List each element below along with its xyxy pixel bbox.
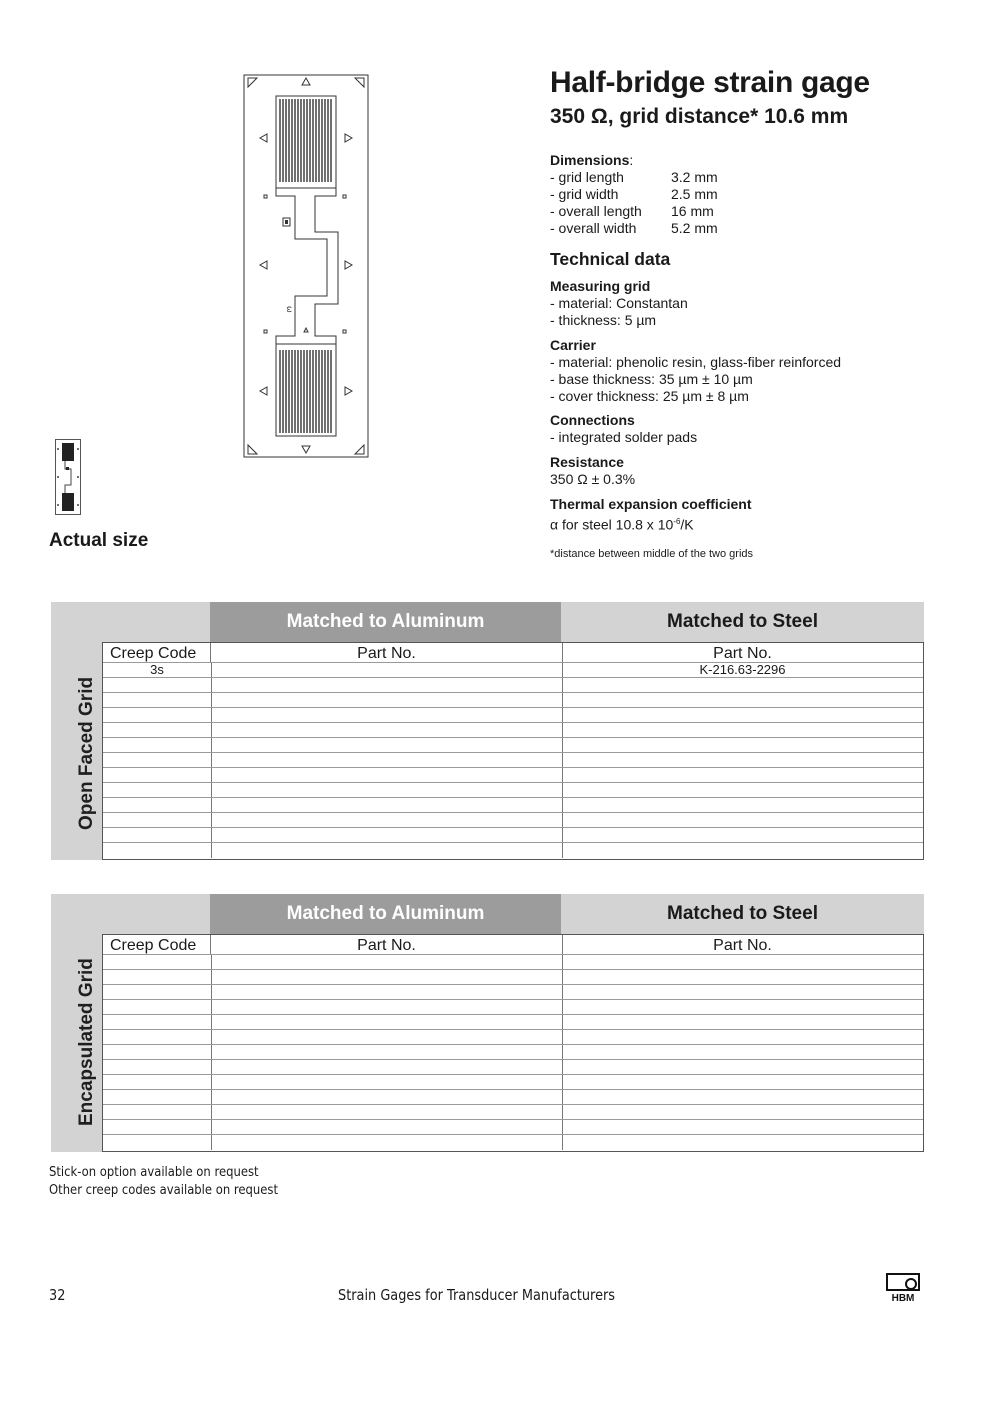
connections-block [550, 412, 697, 446]
strain-gage-drawing [243, 74, 369, 458]
table-row [103, 1060, 923, 1075]
table-row [103, 1120, 923, 1135]
spec-line: - material: phenolic resin, glass-fiber reinforced [550, 354, 842, 370]
table-header-row [103, 643, 923, 663]
table-row [103, 693, 923, 708]
creep-code-header: Creep Code [103, 935, 211, 954]
spec-line: - integrated solder pads [550, 429, 698, 445]
part-no-steel-header: Part No. [713, 645, 772, 662]
table-row [103, 1105, 923, 1120]
spec-line: - cover thickness: 25 µm ± 8 µm [550, 388, 749, 404]
table-row [103, 678, 923, 693]
table-row [103, 783, 923, 798]
thermal-label: Thermal expansion coefficient [550, 496, 752, 512]
table-row [103, 1030, 923, 1045]
measuring-grid-block [550, 278, 688, 329]
hbm-logo [886, 1273, 920, 1303]
table-row [103, 1000, 923, 1015]
part-no-aluminum-header: Part No. [211, 643, 563, 662]
table-row [103, 798, 923, 813]
svg-text:ω: ω [285, 306, 294, 313]
open-faced-grid-label: Open Faced Grid [76, 676, 97, 830]
table-row [103, 813, 923, 828]
matched-aluminum-header: Matched to Aluminum [210, 602, 561, 642]
thermal-block [550, 496, 752, 534]
page-title: Half-bridge strain gage [550, 66, 870, 99]
logo-text: HBM [891, 1293, 915, 1303]
table-row [103, 970, 923, 985]
spec-line: α for steel 10.8 x $10^{-6}/K$ [550, 516, 694, 533]
carrier-label: Carrier [550, 337, 596, 353]
table-row [103, 843, 923, 858]
page-number: 32 [49, 1286, 66, 1304]
table-header-row [103, 935, 923, 955]
measuring-grid-label: Measuring grid [550, 278, 651, 294]
spec-line: - thickness: 5 µm [550, 312, 657, 328]
table-row [103, 1075, 923, 1090]
table-row [103, 663, 923, 678]
open-faced-grid-table [51, 602, 924, 860]
note-line: Other creep codes available on request [49, 1182, 279, 1198]
part-no-steel-cell: K-216.63-2296 [699, 662, 786, 677]
table-row [103, 955, 923, 970]
table-row [103, 1090, 923, 1105]
resistance-block [550, 454, 635, 488]
table-grid [102, 934, 924, 1152]
creep-code-cell: 3s [103, 663, 212, 677]
encapsulated-grid-label: Encapsulated Grid [76, 958, 97, 1126]
connections-label: Connections [550, 412, 635, 428]
table-row [103, 738, 923, 753]
matched-steel-header: Matched to Steel [561, 602, 924, 642]
part-no-aluminum-header: Part No. [211, 935, 563, 954]
notes-block [49, 1163, 278, 1199]
part-no-steel-header: Part No. [713, 937, 772, 954]
actual-size-label: Actual size [49, 530, 149, 551]
dimension-row: - grid length 3.2 mm [550, 169, 718, 185]
part-no-aluminum-cell [211, 663, 563, 677]
matched-aluminum-header: Matched to Aluminum [210, 894, 561, 934]
table-row [103, 828, 923, 843]
resistance-label: Resistance [550, 454, 624, 470]
dimensions-block: Dimensions: - grid length 3.2 mm - grid width 2.5 mm - overall length 16 mm - overall width 5.2 mm [550, 152, 718, 236]
footer-doc-title: Strain Gages for Transducer Manufacturers [338, 1286, 616, 1304]
table-row [103, 723, 923, 738]
dimensions-label: Dimensions [550, 152, 630, 168]
table-row [103, 985, 923, 1000]
matched-steel-header: Matched to Steel [561, 894, 924, 934]
dimension-row: - overall length 16 mm [550, 203, 714, 219]
spec-line: 350 Ω ± 0.3% [550, 471, 636, 487]
table-row [103, 1135, 923, 1150]
technical-data-heading: Technical data [550, 249, 671, 269]
creep-code-header: Creep Code [103, 643, 211, 662]
encapsulated-grid-table [51, 894, 924, 1152]
spec-line: - material: Constantan [550, 295, 688, 311]
table-row [103, 1045, 923, 1060]
note-line: Stick-on option available on request [49, 1164, 259, 1180]
table-row [103, 753, 923, 768]
spec-line: - base thickness: 35 µm ± 10 µm [550, 371, 753, 387]
carrier-block [550, 337, 841, 405]
actual-size-gage-image [55, 439, 81, 515]
dimension-row: - grid width 2.5 mm [550, 186, 718, 202]
table-row [103, 708, 923, 723]
table-row [103, 768, 923, 783]
table-row [103, 1015, 923, 1030]
table-grid [102, 642, 924, 860]
page-subtitle: 350 Ω, grid distance* 10.6 mm [550, 105, 849, 128]
footnote: *distance between middle of the two grids [550, 548, 754, 560]
dimension-row: - overall width 5.2 mm [550, 220, 718, 236]
